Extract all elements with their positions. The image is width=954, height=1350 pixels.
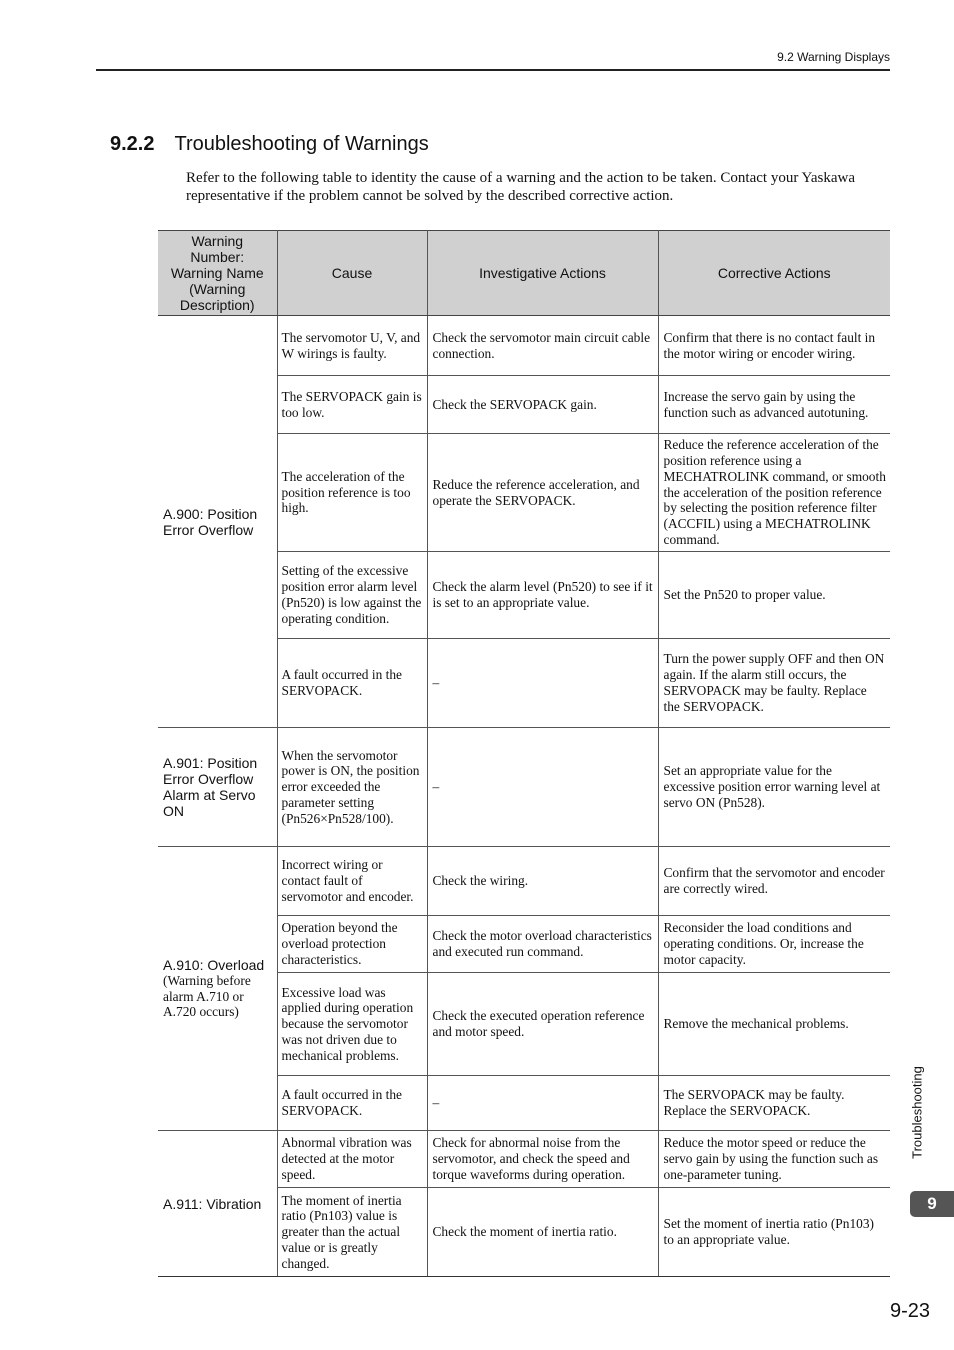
investigative-cell: Check the servomotor main circuit cable connection. <box>427 316 658 376</box>
corrective-cell: Set the moment of inertia ratio (Pn103) to an appropriate value. <box>658 1188 890 1277</box>
warning-code: A.901: Position Error Overflow Alarm at Servo ON <box>163 755 258 819</box>
warning-code-cell <box>158 316 277 728</box>
investigative-cell: Check the alarm level (Pn520) to see if it is set to an appropriate value. <box>427 552 658 639</box>
investigative-cell: Check the SERVOPACK gain. <box>427 376 658 434</box>
header-corrective-actions: Corrective Actions <box>658 231 890 316</box>
cause-cell: Operation beyond the overload protection characteristics. <box>277 916 427 973</box>
warning-code: A.910: Overload <box>163 956 265 973</box>
cause-cell: A fault occurred in the SERVOPACK. <box>277 1076 427 1131</box>
warning-code-cell <box>158 847 277 1131</box>
table-row <box>158 728 890 847</box>
warning-code-cell <box>158 728 277 847</box>
chapter-number-badge: 9 <box>910 1191 954 1217</box>
header-warning-code: Warning Number: Warning Name (Warning Description) <box>158 231 277 316</box>
corrective-cell: Confirm that the servomotor and encoder are correctly wired. <box>658 847 890 916</box>
header-rule <box>96 69 890 71</box>
cause-cell: Incorrect wiring or contact fault of servomotor and encoder. <box>277 847 427 916</box>
cause-cell: Setting of the excessive position error alarm level (Pn520) is low against the operating condition. <box>277 552 427 639</box>
intro-paragraph: Refer to the following table to identity the cause of a warning and the action to be taken. Contact your Yaskawa representative if the problem cannot be solved by the described corrective action. <box>186 170 855 204</box>
investigative-cell: – <box>427 639 658 728</box>
header-cause: Cause <box>277 231 427 316</box>
corrective-cell: Confirm that there is no contact fault in the motor wiring or encoder wiring. <box>658 316 890 376</box>
investigative-cell: Check for abnormal noise from the servomotor, and check the speed and torque waveforms during operation. <box>427 1131 658 1188</box>
cause-cell: The moment of inertia ratio (Pn103) value is greater than the actual value or is greatly changed. <box>277 1188 427 1277</box>
corrective-cell: The SERVOPACK may be faulty. Replace the SERVOPACK. <box>658 1076 890 1131</box>
table-row <box>158 1131 890 1188</box>
warning-code: A.911: Vibration <box>163 1195 262 1212</box>
warning-code-note: (Warning before alarm A.710 or A.720 occurs) <box>163 972 251 1020</box>
corrective-cell: Reduce the reference acceleration of the position reference using a MECHATROLINK command, or smooth the acceleration of the position reference by selecting the position reference filter (ACCFIL) using a MECHATROLINK command. <box>658 434 890 552</box>
cause-cell: The acceleration of the position reference is too high. <box>277 434 427 552</box>
corrective-cell: Reconsider the load conditions and operating conditions. Or, increase the motor capacity. <box>658 916 890 973</box>
cause-cell: When the servomotor power is ON, the position error exceeded the parameter setting (Pn526×Pn528/100). <box>277 728 427 847</box>
corrective-cell: Increase the servo gain by using the function such as advanced autotuning. <box>658 376 890 434</box>
warning-code-cell <box>158 1131 277 1277</box>
investigative-cell: Check the moment of inertia ratio. <box>427 1188 658 1277</box>
investigative-cell: Reduce the reference acceleration, and operate the SERVOPACK. <box>427 434 658 552</box>
investigative-cell: – <box>427 728 658 847</box>
warning-code: A.900: Position Error Overflow <box>163 505 258 538</box>
corrective-cell: Turn the power supply OFF and then ON again. If the alarm still occurs, the SERVOPACK may be faulty. Replace the SERVOPACK. <box>658 639 890 728</box>
corrective-cell: Set an appropriate value for the excessive position error warning level at servo ON (Pn528). <box>658 728 890 847</box>
table-header-row <box>158 231 890 316</box>
section-number: 9.2.2 <box>110 133 155 155</box>
page-number: 9-23 <box>889 1300 930 1322</box>
cause-cell: The SERVOPACK gain is too low. <box>277 376 427 434</box>
investigative-cell: Check the motor overload characteristics and executed run command. <box>427 916 658 973</box>
cause-cell: The servomotor U, V, and W wirings is faulty. <box>277 316 427 376</box>
running-head: 9.2 Warning Displays <box>777 50 890 64</box>
corrective-cell: Set the Pn520 to proper value. <box>658 552 890 639</box>
table-row <box>158 847 890 916</box>
investigative-cell: Check the executed operation reference and motor speed. <box>427 973 658 1076</box>
table-row <box>158 316 890 376</box>
corrective-cell: Remove the mechanical problems. <box>658 973 890 1076</box>
investigative-cell: Check the wiring. <box>427 847 658 916</box>
investigative-cell: – <box>427 1076 658 1131</box>
warnings-table <box>158 230 890 1277</box>
header-investigative-actions: Investigative Actions <box>427 231 658 316</box>
cause-cell: A fault occurred in the SERVOPACK. <box>277 639 427 728</box>
cause-cell: Excessive load was applied during operation because the servomotor was not driven due to mechanical problems. <box>277 973 427 1076</box>
corrective-cell: Reduce the motor speed or reduce the servo gain by using the function such as one-parameter tuning. <box>658 1131 890 1188</box>
section-title: Troubleshooting of Warnings <box>174 133 429 155</box>
section-heading <box>110 133 429 156</box>
cause-cell: Abnormal vibration was detected at the motor speed. <box>277 1131 427 1188</box>
side-tab-label: Troubleshooting <box>909 1066 925 1159</box>
